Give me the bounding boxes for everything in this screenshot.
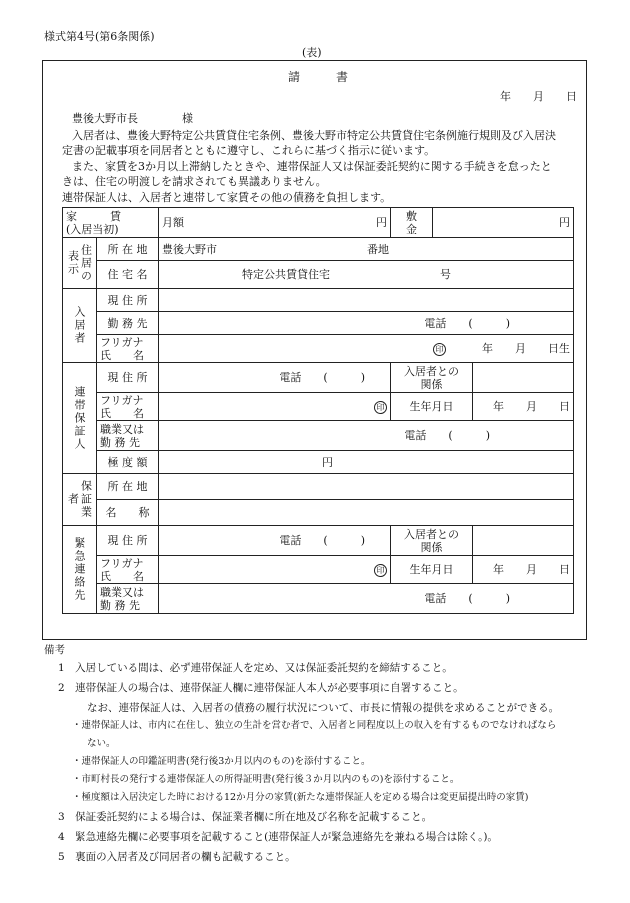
emergency-address-label: 現 住 所 <box>97 526 159 556</box>
seal-mark: 印 <box>374 564 387 577</box>
company-name-field[interactable] <box>159 500 574 526</box>
note-2b: なお、連帯保証人は、入居者の債務の履行状況について、市長に情報の提供を求めることができる。 <box>87 702 560 714</box>
guarantor-birth-field[interactable]: 年 月 日 <box>473 393 574 421</box>
note-3: 3 保証委託契約による場合は、保証業者欄に所在地及び名称を記載すること。 <box>58 811 433 823</box>
residence-group: 住居の表示 <box>63 238 97 289</box>
emergency-birth-field[interactable]: 年 月 日 <box>473 556 574 584</box>
guarantor-relation-field[interactable] <box>473 363 574 393</box>
para2-line2: きは、住宅の明渡しを請求されても異議ありません。 <box>62 175 327 188</box>
bullet-4: ・極度額は入居決定した時における12か月分の家賃(新たな連帯保証人を定める場合は変更届提出時の家賃) <box>72 792 529 803</box>
guarantor-birth-label: 生年月日 <box>391 393 473 421</box>
note-5: 5 裏面の入居者及び同居者の欄も記載すること。 <box>58 851 296 863</box>
bullet-3: ・市町村長の発行する連帯保証人の所得証明書(発行後３か月以内のもの)を添付すること。 <box>72 774 460 785</box>
deposit-field[interactable]: 円 <box>433 208 574 238</box>
deposit-label: 敷 金 <box>391 208 433 238</box>
limit-label: 極 度 額 <box>97 451 159 474</box>
guarantor-address-field[interactable]: 電話 ( ) <box>159 363 391 393</box>
limit-field[interactable]: 円 <box>159 451 574 474</box>
bullet-2: ・連帯保証人の印鑑証明書(発行後3か月以内のもの)を添付すること。 <box>72 756 371 767</box>
tenant-address-label: 現 住 所 <box>97 289 159 312</box>
emergency-job-label: 職業又は 勤 務 先 <box>97 584 159 614</box>
tenant-name-label: フリガナ 氏 名 <box>97 335 159 363</box>
para1-line2: 定書の記載事項を同居者とともに遵守し、これらに基づく指示に従います。 <box>62 144 436 157</box>
guarantor-job-label: 職業又は 勤 務 先 <box>97 421 159 451</box>
bullet-1b: ない。 <box>87 738 116 749</box>
tenant-address-field[interactable] <box>159 289 574 312</box>
location-label: 所 在 地 <box>97 238 159 261</box>
guarantor-job-field[interactable]: 電話 ( ) <box>159 421 574 451</box>
seal-mark: 印 <box>374 401 387 414</box>
date-line: 年 月 日 <box>500 90 577 103</box>
guarantor-group: 連帯保証人 <box>63 363 97 474</box>
tenant-work-field[interactable]: 電話 ( ) <box>159 312 574 335</box>
guarantor-address-label: 現 住 所 <box>97 363 159 393</box>
tenant-group: 入居者 <box>63 289 97 363</box>
tenant-name-field[interactable]: 印 年 月 日生 <box>159 335 574 363</box>
seal-mark: 印 <box>433 343 446 356</box>
note-1: 1 入居している間は、必ず連帯保証人を定め、又は保証委託契約を締結すること。 <box>58 662 453 674</box>
emergency-group: 緊急連絡先 <box>63 526 97 614</box>
application-table <box>62 207 574 614</box>
emergency-birth-label: 生年月日 <box>391 556 473 584</box>
emergency-name-field[interactable] <box>159 556 391 584</box>
form-number: 様式第4号(第6条関係) <box>44 30 155 43</box>
company-group: 保証業者 <box>63 474 97 526</box>
company-location-field[interactable] <box>159 474 574 500</box>
house-label: 住 宅 名 <box>97 261 159 289</box>
note-2: 2 連帯保証人の場合は、連帯保証人欄に連帯保証人本人が必要事項に自署すること。 <box>58 682 464 694</box>
guarantor-relation-label: 入居者との 関係 <box>391 363 473 393</box>
para1-line1: 入居者は、豊後大野特定公共賃貸住宅条例、豊後大野市特定公共賃貸住宅条例施行規則及び入居決 <box>72 129 556 142</box>
company-location-label: 所 在 地 <box>97 474 159 500</box>
bullet-1: ・連帯保証人は、市内に在住し、独立の生計を営む者で、入居者と同程度以上の収入を有するものでなければなら <box>72 720 557 731</box>
para3: 連帯保証人は、入居者と連帯して家賃その他の債務を負担します。 <box>62 191 392 204</box>
emergency-relation-field[interactable] <box>473 526 574 556</box>
rent-field[interactable]: 月額 円 <box>159 208 391 238</box>
notes-heading: 備考 <box>44 644 65 656</box>
guarantor-name-field[interactable] <box>159 393 391 421</box>
addressee: 豊後大野市長 様 <box>72 112 193 125</box>
tenant-work-label: 勤 務 先 <box>97 312 159 335</box>
guarantor-name-label: フリガナ 氏 名 <box>97 393 159 421</box>
form-title: 請 書 <box>288 70 349 84</box>
location-field[interactable]: 豊後大野市 番地 <box>159 238 574 261</box>
emergency-name-label: フリガナ 氏 名 <box>97 556 159 584</box>
emergency-address-field[interactable]: 電話 ( ) <box>159 526 391 556</box>
company-name-label: 名 称 <box>97 500 159 526</box>
para2-line1: また、家賃を3か月以上滞納したときや、連帯保証人又は保証委託契約に関する手続きを怠ったと <box>72 160 552 173</box>
house-field[interactable]: 特定公共賃貸住宅 号 <box>159 261 574 289</box>
emergency-relation-label: 入居者との 関係 <box>391 526 473 556</box>
note-4: 4 緊急連絡先欄に必要事項を記載すること(連帯保証人が緊急連絡先を兼ねる場合は除く。)。 <box>58 831 498 843</box>
rent-label: 家 賃 (入居当初) <box>63 208 159 238</box>
emergency-job-field[interactable]: 電話 ( ) <box>159 584 574 614</box>
side-label: (表) <box>302 46 322 59</box>
